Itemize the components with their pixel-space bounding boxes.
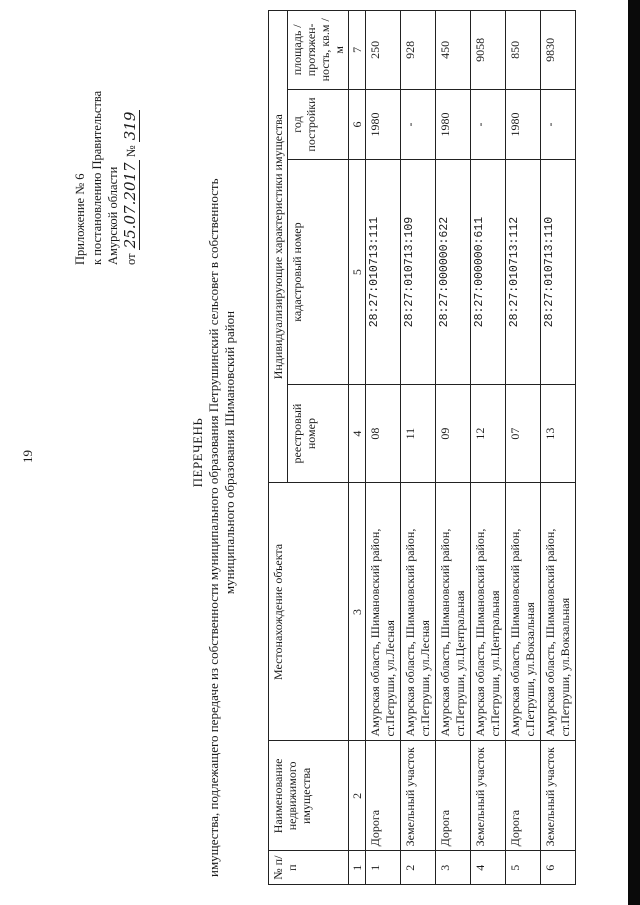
- row-name: Дорога: [366, 741, 401, 851]
- number-prefix: №: [123, 145, 138, 158]
- row-area: 9058: [471, 11, 506, 90]
- row-registry: 11: [401, 384, 436, 483]
- appendix-line-2: к постановлению Правительства: [89, 90, 104, 265]
- row-registry: 09: [436, 384, 471, 483]
- row-year: 1980: [436, 89, 471, 160]
- row-name: Дорога: [506, 741, 541, 851]
- document-heading: ПЕРЕЧЕНЬ: [190, 417, 205, 488]
- row-location: Амурская область, Шимановский район, ст.Петруши, ул.Лесная: [366, 483, 401, 741]
- header-cadastral: кадастровый номер: [288, 160, 349, 384]
- table-row: [541, 11, 576, 885]
- row-registry: 07: [506, 384, 541, 483]
- row-year: 1980: [506, 89, 541, 160]
- document-subtitle-2: муниципального образования Шимановский район: [222, 310, 237, 595]
- header-location: Местонахождение объекта: [269, 483, 349, 741]
- header-registry: реестровый номер: [288, 384, 349, 483]
- row-name: Земельный участок: [471, 741, 506, 851]
- handwritten-number: 319: [120, 111, 139, 141]
- header-year: год постройки: [288, 89, 349, 160]
- row-area: 850: [506, 11, 541, 90]
- row-cadastral: 28:27:010713:111: [366, 160, 401, 384]
- row-location: Амурская область, Шимановский район, ст.Петруши, ул.Вокзальная: [541, 483, 576, 741]
- column-index: 2: [349, 741, 366, 851]
- row-cadastral: 28:27:010713:109: [401, 160, 436, 384]
- table-row: [436, 11, 471, 885]
- column-index: 4: [349, 384, 366, 483]
- row-name: Дорога: [436, 741, 471, 851]
- row-area: 928: [401, 11, 436, 90]
- row-cadastral: 28:27:010713:110: [541, 160, 576, 384]
- row-area: 450: [436, 11, 471, 90]
- appendix-line-1: Приложение № 6: [73, 173, 87, 265]
- appendix-note: [72, 91, 139, 265]
- row-location: Амурская область, Шимановский район, ст.Петруши, ул.Центральная: [471, 483, 506, 741]
- appendix-date-line: [122, 91, 140, 265]
- row-year: -: [471, 89, 506, 160]
- column-index-row: [349, 11, 366, 885]
- row-area: 9830: [541, 11, 576, 90]
- row-num: 6: [541, 851, 576, 885]
- row-num: 1: [366, 851, 401, 885]
- column-index: 6: [349, 89, 366, 160]
- header-area: площадь / протяжен-ность, кв.м / м: [288, 11, 349, 90]
- table-row: [506, 11, 541, 885]
- row-location: Амурская область, Шимановский район, с.Петруши, ул.Вокзальная: [506, 483, 541, 741]
- row-name: Земельный участок: [541, 741, 576, 851]
- row-num: 3: [436, 851, 471, 885]
- page-number: 19: [20, 450, 35, 463]
- row-num: 5: [506, 851, 541, 885]
- row-year: -: [541, 89, 576, 160]
- row-location: Амурская область, Шимановский район, ст.Петруши, ул.Центральная: [436, 483, 471, 741]
- row-num: 2: [401, 851, 436, 885]
- table-row: [366, 11, 401, 885]
- column-index: 5: [349, 160, 366, 384]
- document-subtitle: имущества, подлежащего передаче из собственности муниципального образования Петрушинский сельсовет в собственность: [206, 178, 221, 877]
- row-registry: 08: [366, 384, 401, 483]
- row-year: -: [401, 89, 436, 160]
- property-table: [268, 10, 576, 885]
- row-year: 1980: [366, 89, 401, 160]
- row-cadastral: 28:27:010713:112: [506, 160, 541, 384]
- column-index: 7: [349, 11, 366, 90]
- date-prefix: от: [123, 253, 138, 265]
- handwritten-date: 25.07.2017: [120, 162, 139, 249]
- table-row: [471, 11, 506, 885]
- row-name: Земельный участок: [401, 741, 436, 851]
- column-index: 3: [349, 483, 366, 741]
- appendix-line-3: Амурской области: [106, 166, 120, 265]
- row-registry: 13: [541, 384, 576, 483]
- header-characteristics: Индивидуализирующие характеристики имущества: [269, 11, 288, 483]
- table-row: [401, 11, 436, 885]
- header-name: Наименование недвижимого имущества: [269, 741, 349, 851]
- scan-edge: [628, 0, 640, 905]
- header-num: № п/п: [269, 851, 349, 885]
- row-location: Амурская область, Шимановский район, ст.Петруши, ул.Лесная: [401, 483, 436, 741]
- row-cadastral: 28:27:000000:611: [471, 160, 506, 384]
- row-area: 250: [366, 11, 401, 90]
- row-registry: 12: [471, 384, 506, 483]
- row-cadastral: 28:27:000000:622: [436, 160, 471, 384]
- column-index: 1: [349, 851, 366, 885]
- row-num: 4: [471, 851, 506, 885]
